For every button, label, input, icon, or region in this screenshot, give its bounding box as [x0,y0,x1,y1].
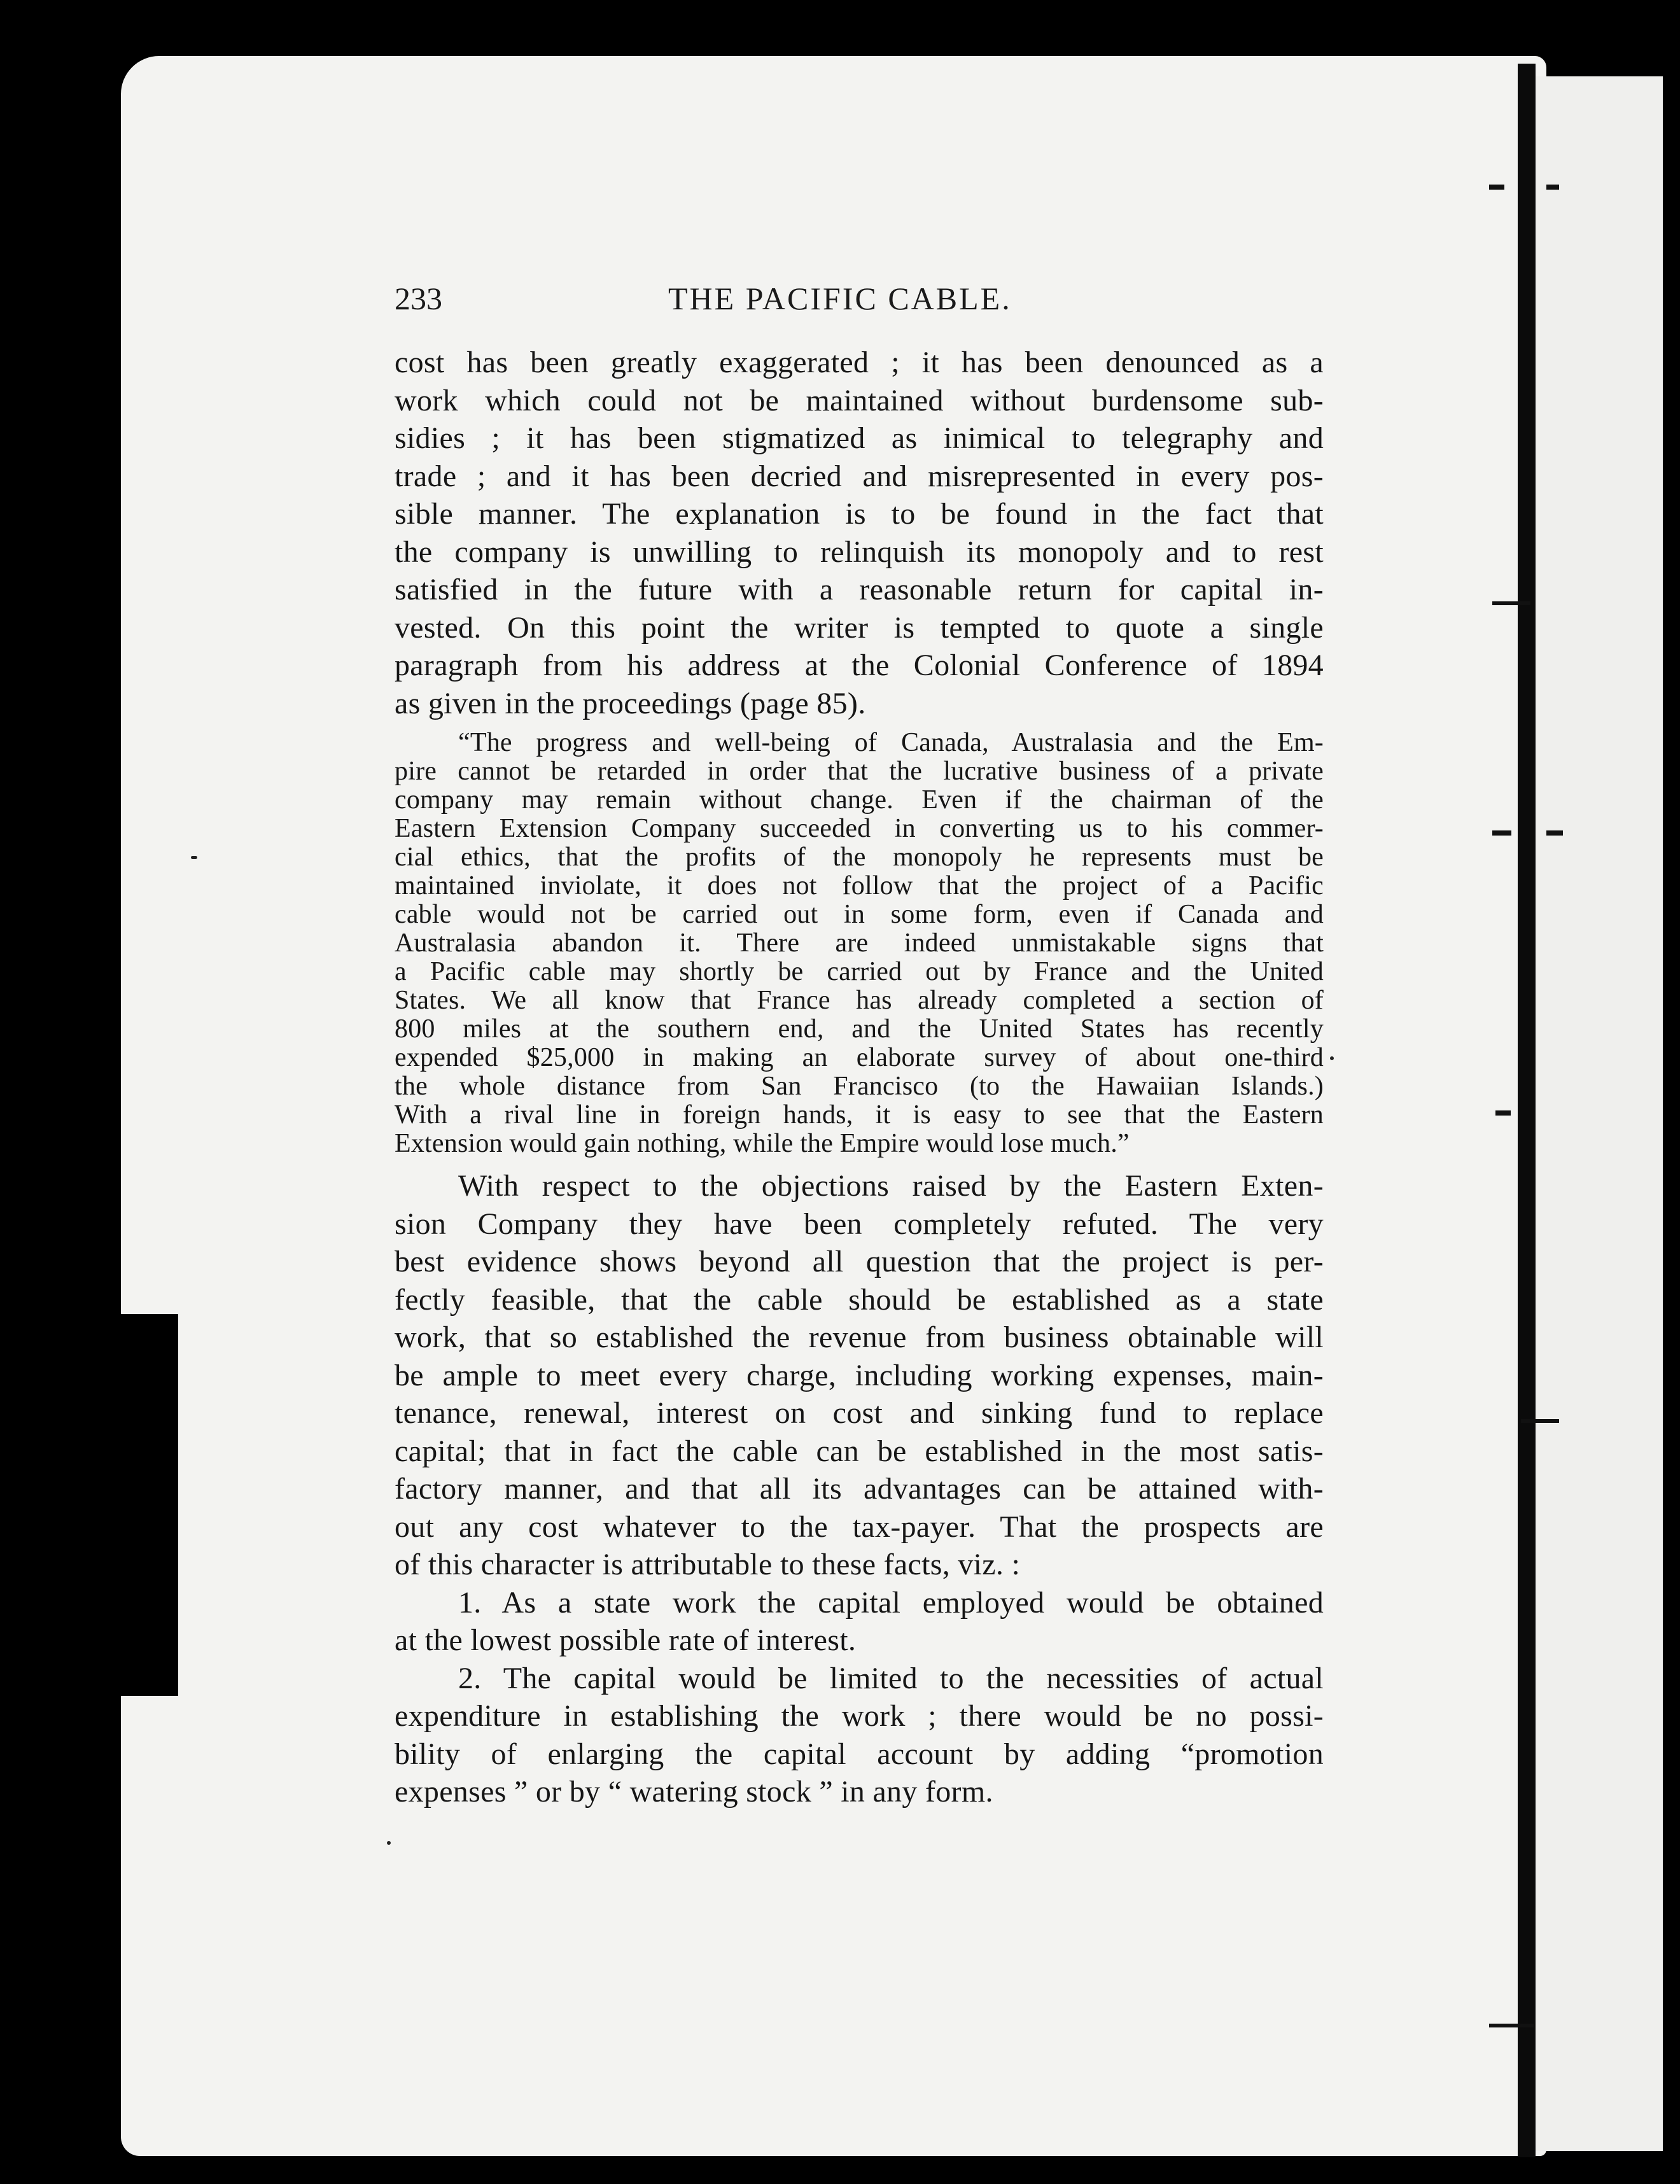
page-header [395,274,1324,344]
text-line: paragraph from his address at the Colonial Conference of 1894 [395,648,1324,682]
quote-line: expended $25,000 in making an elaborate survey of about one-third [395,1043,1324,1072]
text-line: expenditure in establishing the work ; there would be no possi- [395,1699,1324,1733]
binding-mark [1489,185,1504,190]
text-line: work which could not be maintained without burdensome sub- [395,383,1324,417]
scan-speck [1330,1056,1334,1060]
binding-mark [1492,830,1511,836]
text-line: bility of enlarging the capital account by adding “promotion [395,1737,1324,1771]
text-line: 1. As a state work the capital employed would be obtained [458,1585,1324,1620]
text-line: With respect to the objections raised by the Eastern Exten- [458,1169,1324,1203]
quote-line: cial ethics, that the profits of the monopoly he represents must be [395,843,1324,872]
page-number: 233 [395,281,442,316]
text-line: factory manner, and that all its advantages can be attained with- [395,1472,1324,1506]
text-line: work, that so established the revenue from business obtainable will [395,1320,1324,1354]
text-line: cost has been greatly exaggerated ; it has been denounced as a [395,346,1324,379]
text-line: fectly feasible, that the cable should be established as a state [395,1282,1324,1317]
text-line: vested. On this point the writer is tempted to quote a single [395,610,1324,645]
quote-line: the whole distance from San Francisco (to the Hawaiian Islands.) [395,1072,1324,1101]
page-text [395,274,1324,1811]
binding-mark [1492,601,1530,605]
text-line: expenses ” or by “ watering stock ” in any form. [395,1775,993,1809]
text-line: best evidence shows beyond all question that the project is per- [395,1245,1324,1278]
quote-line: company may remain without change. Even if the chairman of the [395,785,1324,815]
quote-line: cable would not be carried out in some form, even if Canada and [395,900,1324,929]
binding-mark [1546,830,1563,836]
binding-mark [1521,1419,1559,1423]
text-line: be ample to meet every charge, including working expenses, main- [395,1358,1324,1392]
paragraph-objections [395,1167,1324,1584]
quote-line: States. We all know that France has already completed a section of [395,986,1324,1015]
text-line: the company is unwilling to relinquish its monopoly and to rest [395,535,1324,569]
text-line: capital; that in fact the cable can be established in the most satis- [395,1434,1324,1468]
binding-mark [1495,1110,1511,1116]
text-line: at the lowest possible rate of interest. [395,1623,857,1657]
quote-line: Eastern Extension Company succeeded in converting us to his commer- [395,814,1324,843]
quote-line: maintained inviolate, it does not follow that the project of a Pacific [395,871,1324,900]
text-line: trade ; and it has been decried and misrepresented in every pos- [395,459,1324,493]
quote-line: 800 miles at the southern end, and the United States has recently [395,1014,1324,1044]
paragraph-cost [395,344,1324,722]
facing-page-edge [1536,76,1663,2151]
text-line: of this character is attributable to these facts, viz. : [395,1548,1021,1581]
text-line: out any cost whatever to the tax-payer. That the prospects are [395,1509,1324,1544]
list-item-1 [395,1584,1324,1660]
text-line: 2. The capital would be limited to the necessities of actual [458,1661,1324,1695]
text-line: satisfied in the future with a reasonable return for capital in- [395,573,1324,606]
quote-line: “The progress and well-being of Canada, Australasia and the Em- [458,728,1324,757]
running-title: THE PACIFIC CABLE. [668,281,1012,316]
quote-line: With a rival line in foreign hands, it is easy to see that the Eastern [395,1100,1324,1130]
page-edge-notch [121,1314,178,1696]
text-line: sidies ; it has been stigmatized as inimical to telegraphy and [395,421,1324,455]
quote-line: Australasia abandon it. There are indeed unmistakable signs that [395,928,1324,958]
text-line: sion Company they have been completely refuted. The very [395,1207,1324,1241]
scan-speck [387,1841,391,1845]
text-line: as given in the proceedings (page 85). [395,686,866,720]
list-item-2 [395,1660,1324,1811]
text-line: tenance, renewal, interest on cost and sinking fund to replace [395,1396,1324,1430]
scan-speck [191,856,197,859]
block-quote [395,729,1324,1158]
quote-line: Extension would gain nothing, while the Empire would lose much.” [395,1129,1130,1158]
binding-gutter [1518,64,1536,2157]
binding-mark [1489,2024,1534,2027]
binding-mark [1546,185,1559,190]
quote-line: pire cannot be retarded in order that the lucrative business of a private [395,757,1324,786]
text-line: sible manner. The explanation is to be found in the fact that [395,497,1324,531]
quote-line: a Pacific cable may shortly be carried out by France and the United [395,957,1324,986]
